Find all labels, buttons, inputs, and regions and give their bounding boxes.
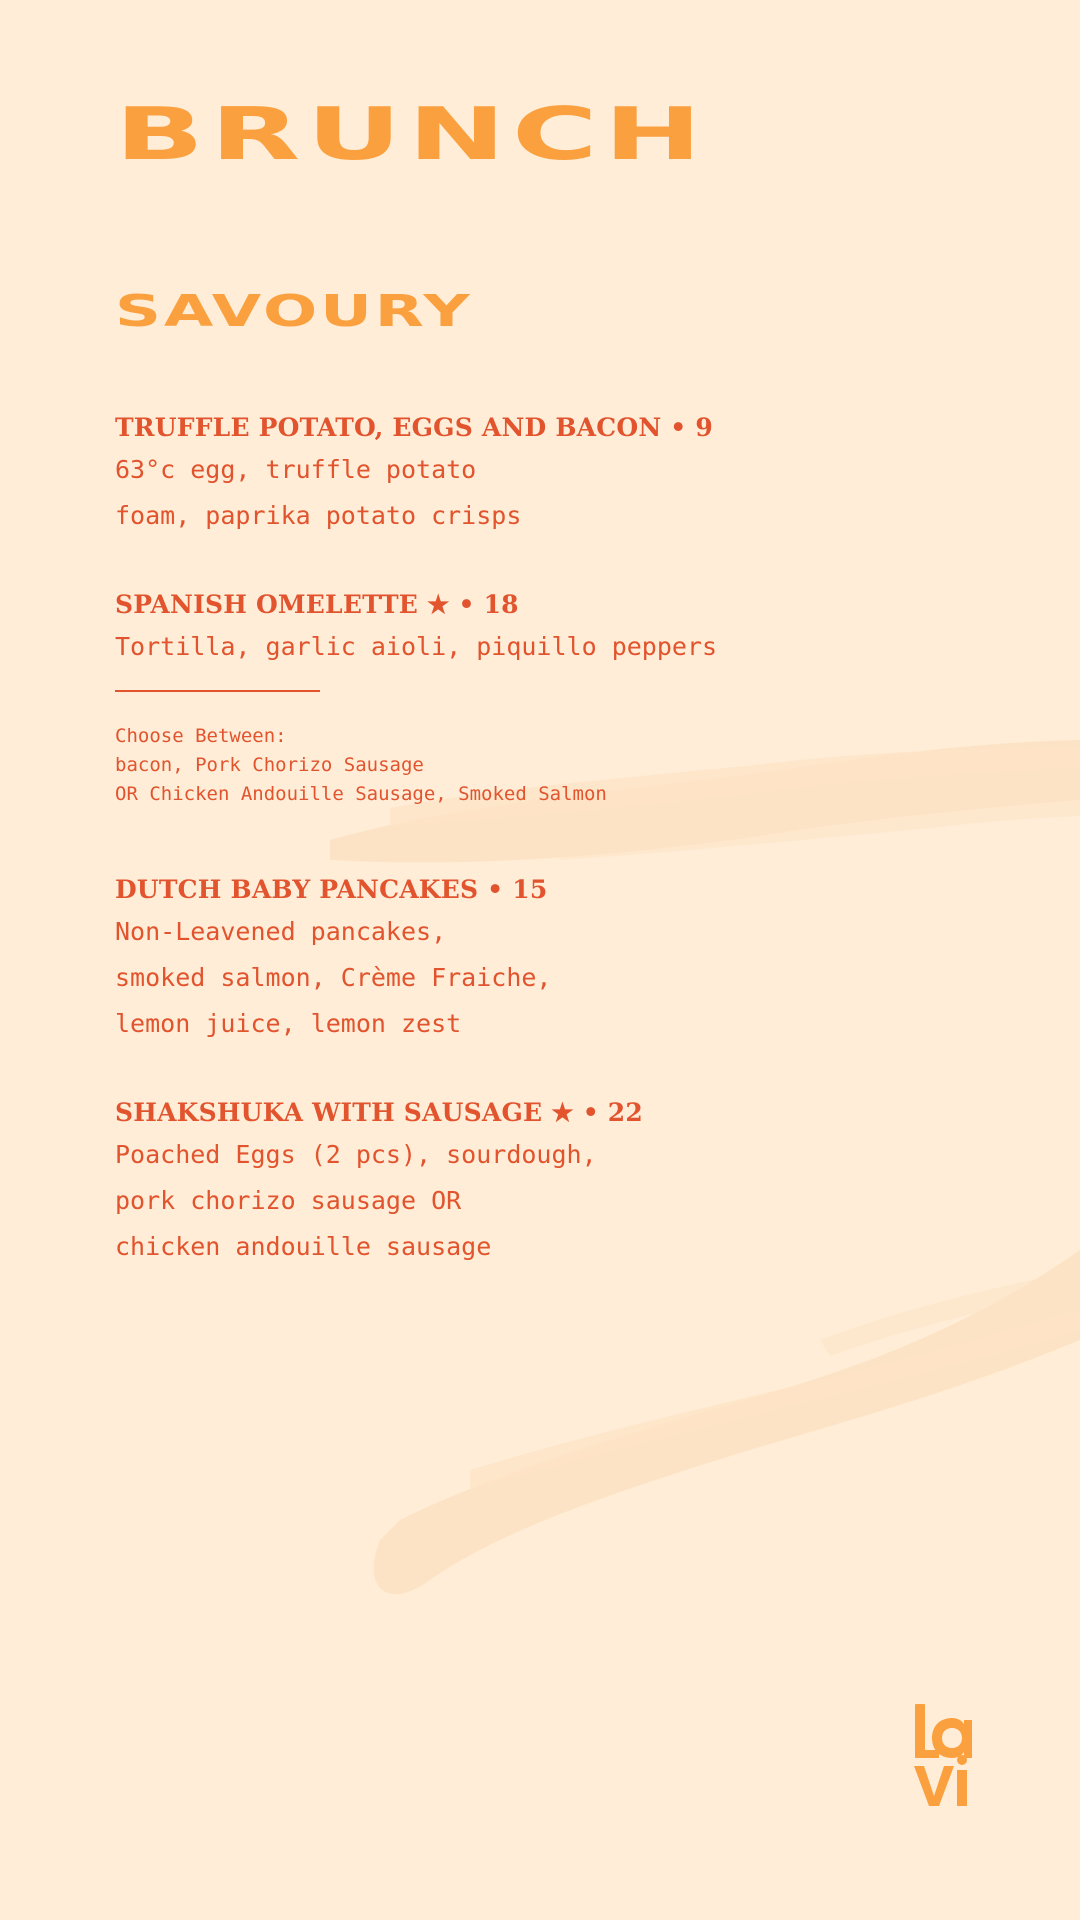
item-description: Tortilla, garlic aioli, piquillo peppers	[115, 632, 718, 661]
divider	[115, 690, 320, 692]
omelette-options	[115, 722, 607, 809]
options-heading: Choose Between:	[115, 725, 287, 747]
menu-item-truffle-potato	[115, 413, 995, 539]
item-name: DUTCH BABY PANCAKES • 15	[115, 875, 548, 904]
menu-item-spanish-omelette	[115, 590, 995, 670]
section-title: SAVOURY	[115, 286, 473, 337]
item-name: SHAKSHUKA WITH SAUSAGE ★ • 22	[115, 1098, 643, 1127]
item-description: 63°c egg, truffle potato foam, paprika potato crisps	[115, 455, 522, 530]
lavi-logo-icon	[912, 1700, 972, 1810]
options-line: OR Chicken Andouille Sausage, Smoked Salmon	[115, 783, 607, 805]
menu-item-shakshuka	[115, 1098, 995, 1270]
item-description: Non-Leavened pancakes, smoked salmon, Crème Fraiche, lemon juice, lemon zest	[115, 917, 552, 1038]
item-description: Poached Eggs (2 pcs), sourdough, pork chorizo sausage OR chicken andouille sausage	[115, 1140, 597, 1261]
menu-title: BRUNCH	[115, 92, 709, 176]
options-line: bacon, Pork Chorizo Sausage	[115, 754, 424, 776]
item-name: SPANISH OMELETTE ★ • 18	[115, 590, 519, 619]
item-name: TRUFFLE POTATO, EGGS AND BACON • 9	[115, 413, 713, 442]
menu-item-dutch-baby	[115, 875, 995, 1047]
